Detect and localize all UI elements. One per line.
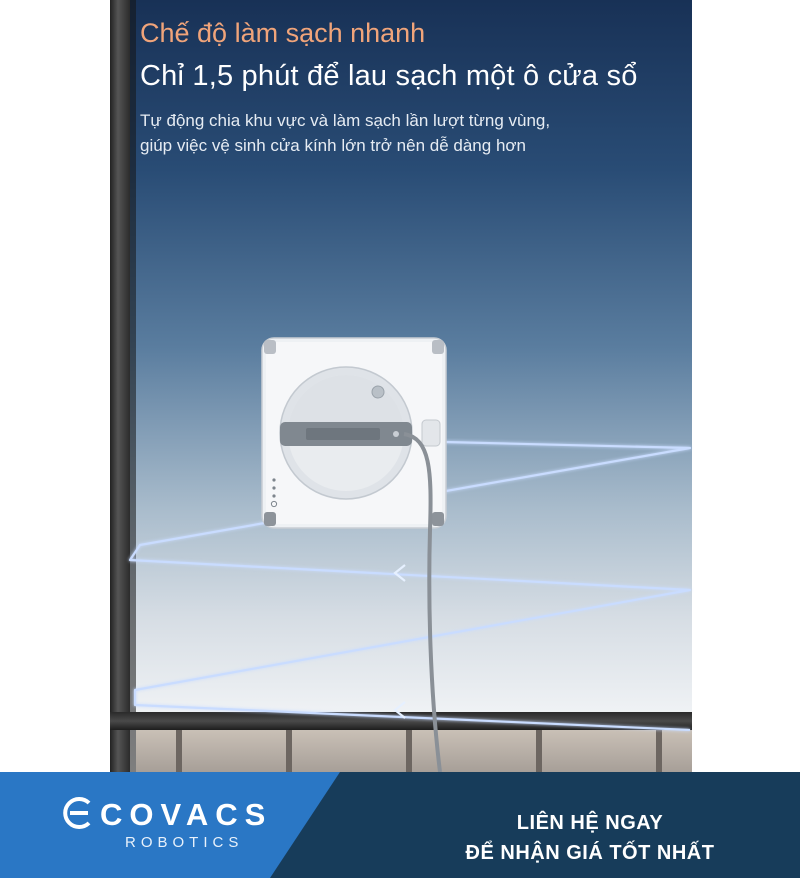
cta-line-contact[interactable]: LIÊN HỆ NGAY [516,812,664,834]
hero-headline: Chỉ 1,5 phút để lau sạch một ô cửa sổ [140,60,638,92]
arrow-left-icon [395,702,405,718]
hero-description-line: giúp việc vệ sinh cửa kính lớn trở nên dễ dàng hơn [140,136,526,155]
ecovacs-e-logo-icon [62,797,94,829]
brand-wordmark: COVACS [100,797,273,832]
hero-title: Chế độ làm sạch nhanh [140,18,426,48]
hero-description [140,108,550,158]
arrow-left-icon [395,565,405,581]
cta-line-price[interactable]: ĐỂ NHẬN GIÁ TỐT NHẤT [465,842,715,864]
hero-description-line: Tự động chia khu vực và làm sạch lần lượt từng vùng, [140,111,551,130]
window-cleaning-robot-icon [262,338,446,528]
brand-tagline: ROBOTICS [125,834,244,851]
